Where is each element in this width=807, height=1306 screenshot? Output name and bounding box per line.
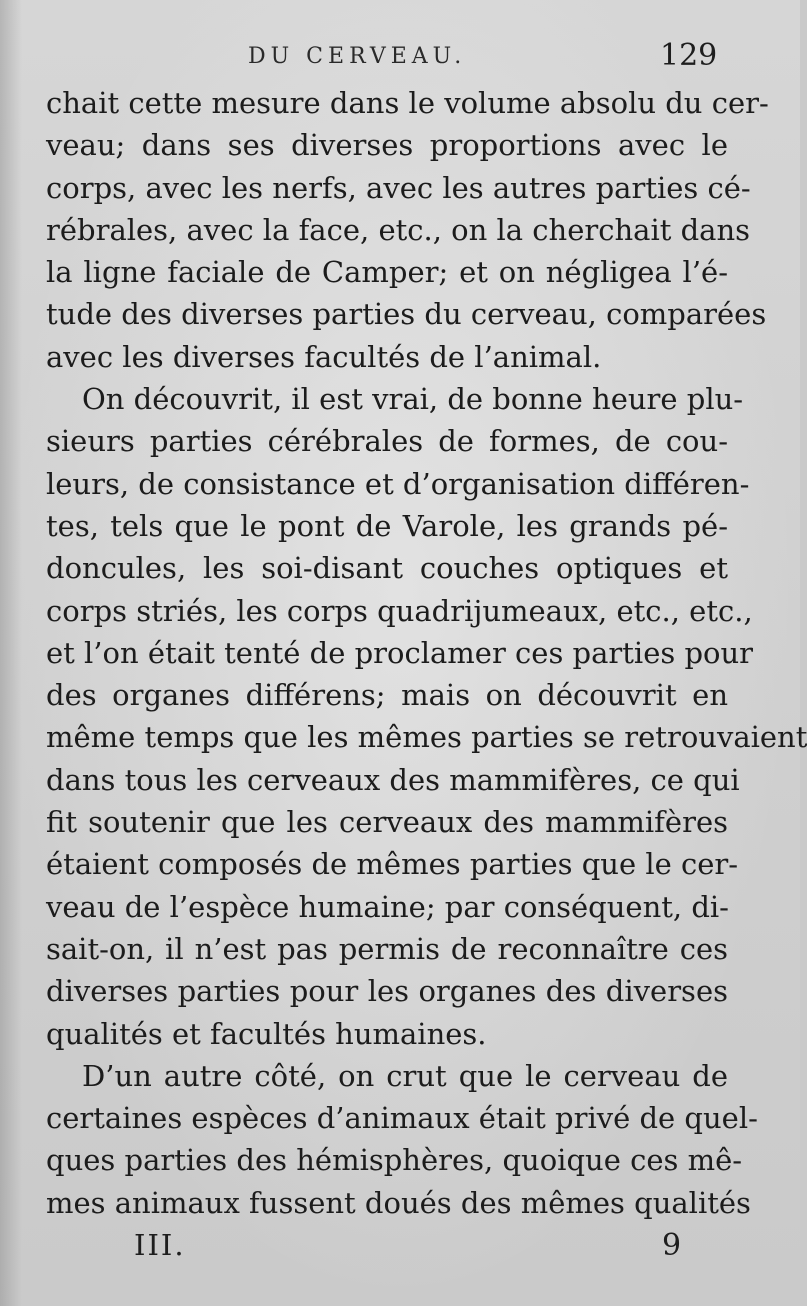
text-line: tude des diverses parties du cerveau, comparées	[46, 297, 767, 332]
text-line: D’un autre côté, on crut que le cerveau de	[82, 1058, 728, 1093]
text-line: doncules, les soi-disant couches optiques et	[46, 551, 728, 586]
running-head: DU CERVEAU.	[248, 44, 467, 69]
gutter-shadow	[0, 0, 22, 1306]
signature-mark: III.	[134, 1228, 186, 1262]
text-line: tes, tels que le pont de Varole, les grands pé-	[46, 508, 728, 543]
text-line: la ligne faciale de Camper; et on négligea l’é-	[46, 255, 728, 290]
text-line: qualités et facultés humaines.	[46, 1016, 487, 1051]
text-line: chait cette mesure dans le volume absolu du cer-	[46, 86, 769, 120]
text-line: ques parties des hémisphères, quoique ces mê-	[46, 1143, 743, 1178]
text-line: leurs, de consistance et d’organisation différen-	[46, 466, 750, 501]
text-line: rébrales, avec la face, etc., on la cherchait dans	[46, 212, 751, 247]
text-line: diverses parties pour les organes des diverses	[46, 974, 728, 1009]
text-line: corps striés, les corps quadrijumeaux, etc., etc.,	[46, 593, 753, 628]
text-line: fit soutenir que les cerveaux des mammifères	[46, 805, 728, 840]
signature-number: 9	[662, 1228, 682, 1263]
text-line: veau; dans ses diverses proportions avec le	[46, 128, 728, 163]
text-line: dans tous les cerveaux des mammifères, ce qui	[46, 762, 740, 797]
text-line: même temps que les mêmes parties se retrouvaient	[46, 720, 807, 755]
text-line: étaient composés de mêmes parties que le cer-	[46, 847, 739, 882]
text-line: On découvrit, il est vrai, de bonne heure plu-	[82, 382, 744, 417]
body-text	[46, 82, 807, 1224]
text-line: mes animaux fussent doués des mêmes qualités	[46, 1185, 751, 1220]
text-line: et l’on était tenté de proclamer ces parties pour	[46, 635, 754, 670]
text-line: des organes différens; mais on découvrit en	[46, 678, 728, 713]
text-line: corps, avec les nerfs, avec les autres parties cé-	[46, 170, 751, 205]
text-line: sait-on, il n’est pas permis de reconnaître ces	[46, 931, 728, 966]
text-line: veau de l’espèce humaine; par conséquent, di-	[46, 889, 729, 924]
text-line: sieurs parties cérébrales de formes, de cou-	[46, 424, 728, 459]
text-line: certaines espèces d’animaux était privé de quel-	[46, 1101, 758, 1136]
page-number: 129	[660, 38, 718, 73]
text-line: avec les diverses facultés de l’animal.	[46, 339, 602, 374]
